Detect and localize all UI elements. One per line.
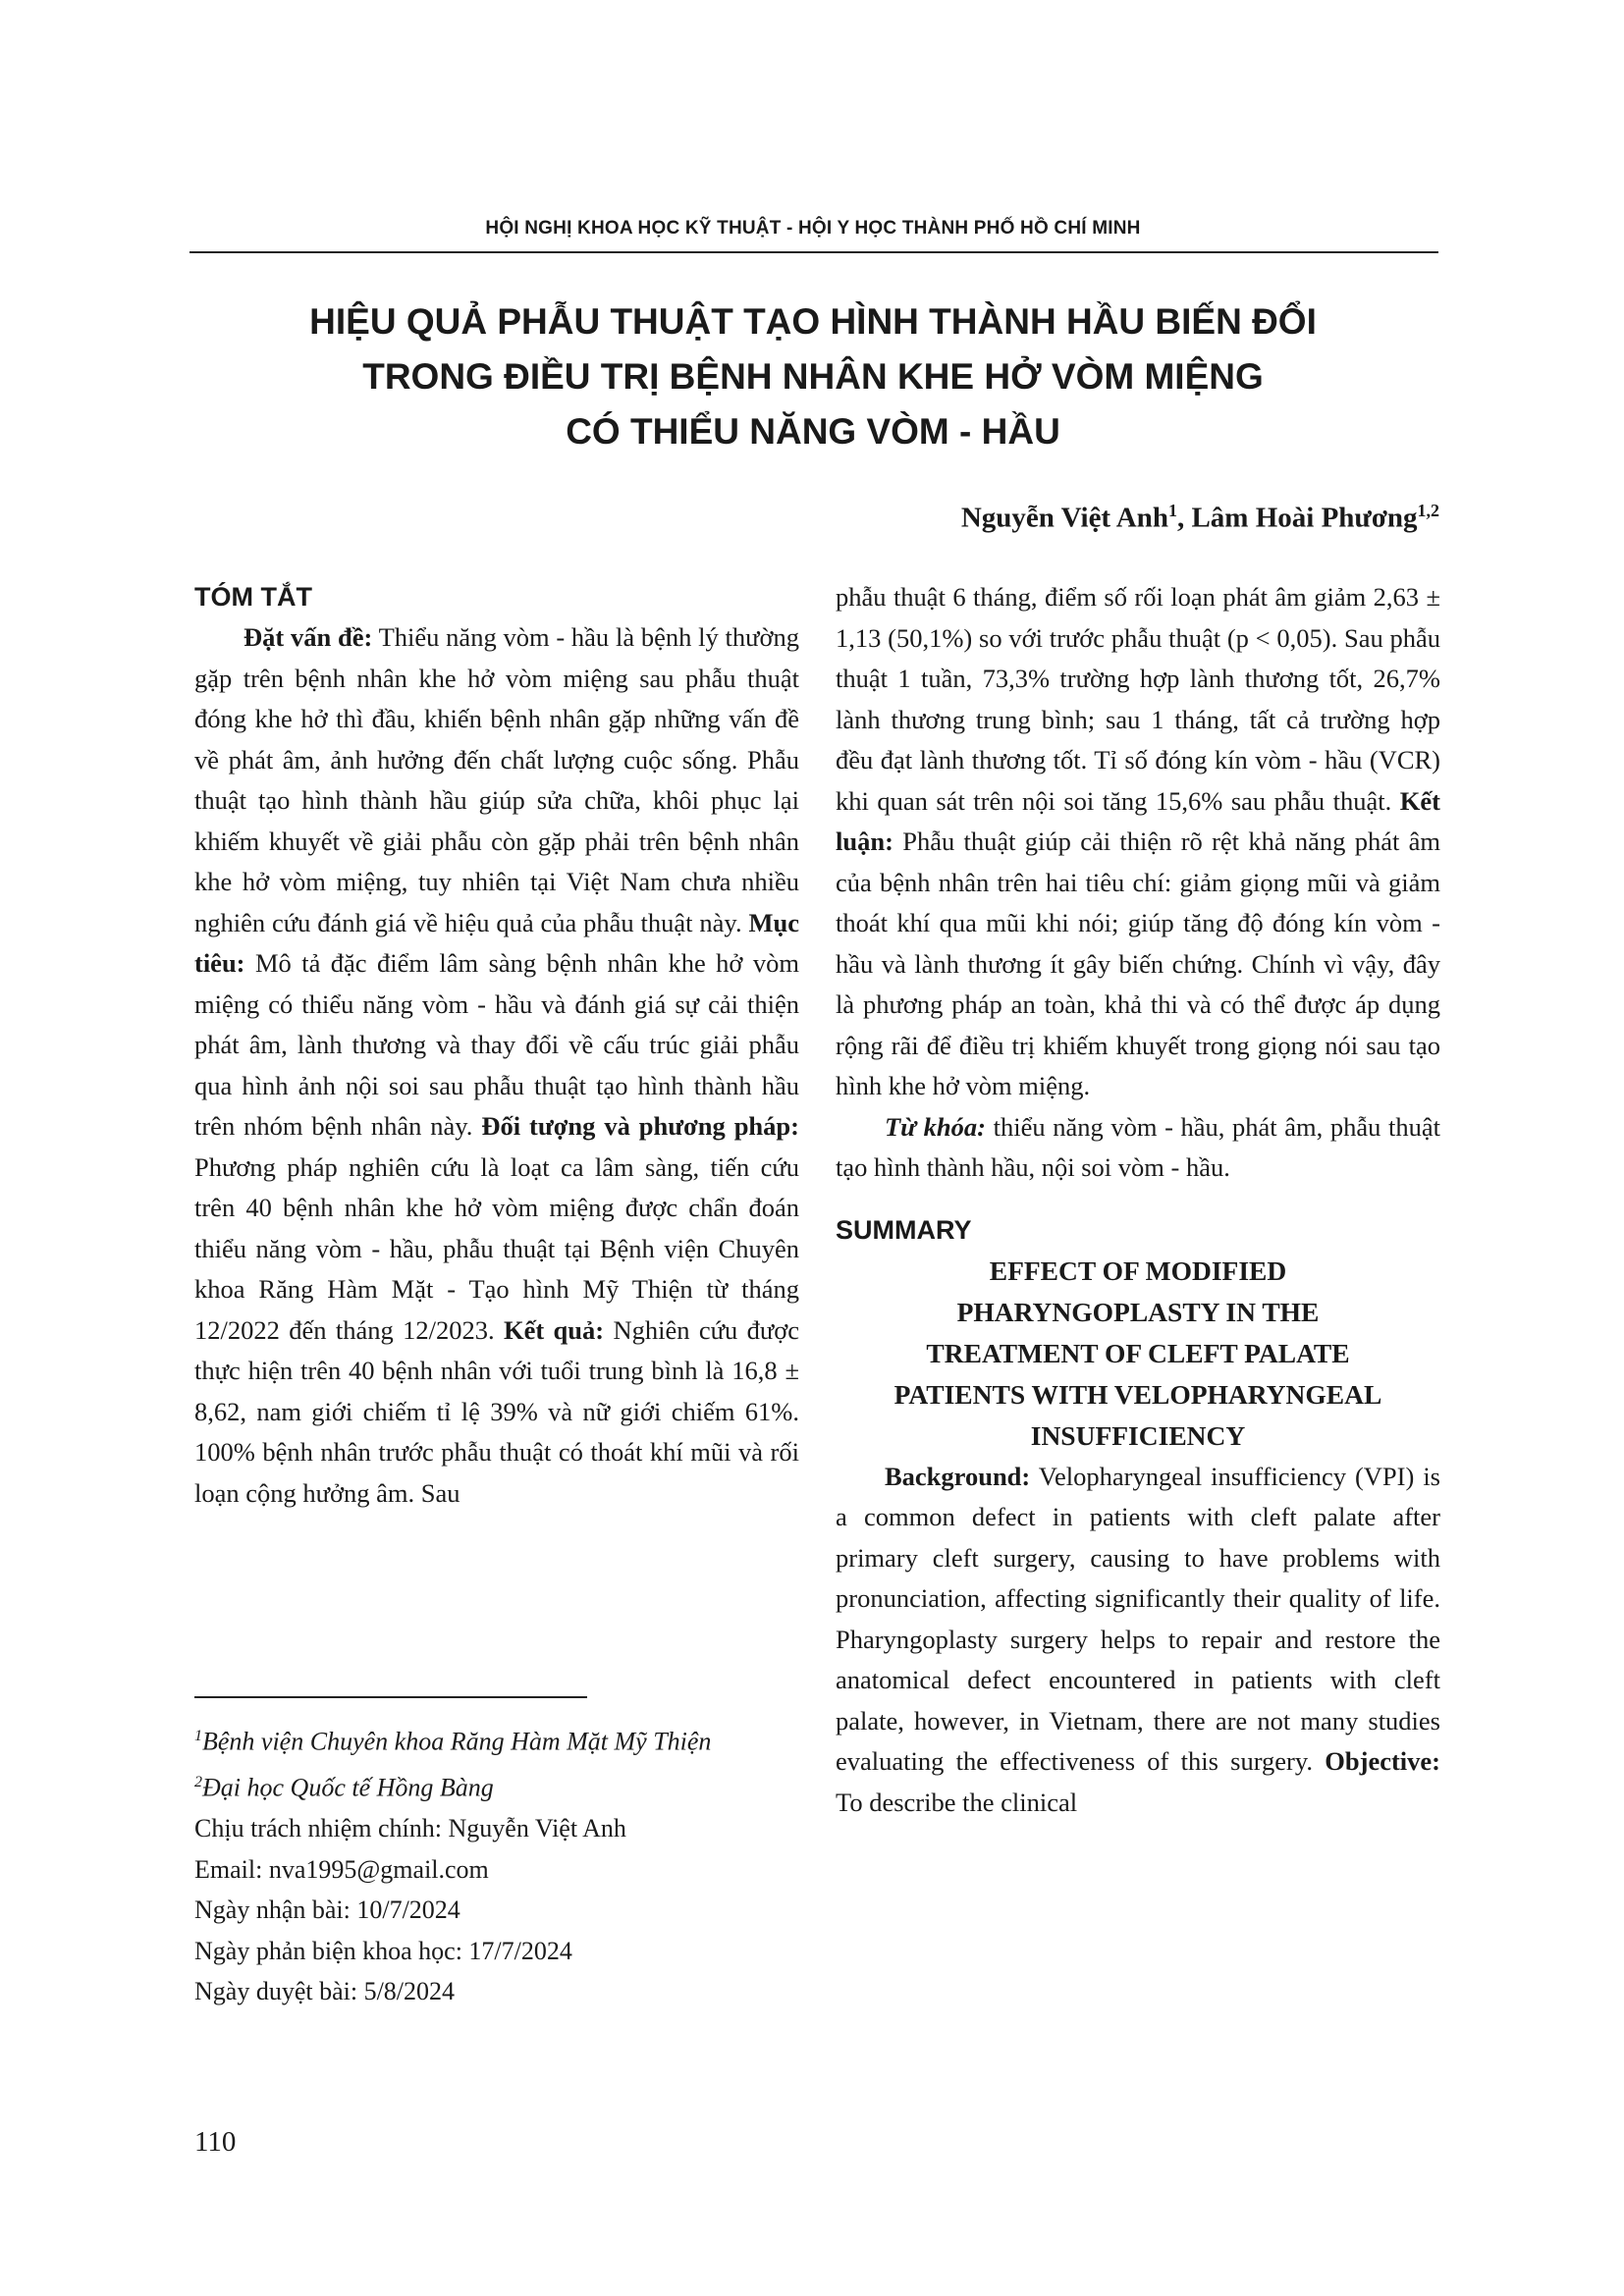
abstract-vi-paragraph xyxy=(194,617,799,1514)
english-title xyxy=(836,1251,1440,1457)
keywords-paragraph xyxy=(836,1107,1440,1189)
conclusion-text: Phẫu thuật giúp cải thiện rõ rệt khả năng phát âm của bệnh nhân trên hai tiêu chí: giảm giọng mũi và giảm thoát khí qua mũi khi nói; giúp tăng độ đóng kín vòm - hầu và lành thương ít gây biến chứng. Chính vì vậy, đây là phương pháp an toàn, khả thi và có thể được áp dụng rộng rãi để điều trị khiếm khuyết trong giọng nói sau tạo hình khe hở vòm miệng. xyxy=(836,827,1440,1100)
english-title-line-3: TREATMENT OF CLEFT PALATE xyxy=(926,1337,1350,1368)
author-1-affiliation: 1 xyxy=(1167,501,1177,520)
en-background-text: Velopharyngeal insufficiency (VPI) is a common defect in patients with cleft palate after primary cleft surgery, causing to have problems with pronunciation, affecting significantly their quality of life. Pharyngoplasty surgery helps to repair and restore the anatomical defect encountered in patients with cleft palate, however, in Vietnam, there are not many studies evaluating the effectiveness of this surgery. xyxy=(836,1461,1440,1776)
english-title-line-1: EFFECT OF MODIFIED xyxy=(989,1255,1287,1286)
authors xyxy=(961,501,1439,535)
email: Email: nva1995@gmail.com xyxy=(194,1854,489,1884)
en-background-label: Background: xyxy=(885,1461,1031,1491)
footnotes xyxy=(194,1716,823,2012)
english-title-line-4: PATIENTS WITH VELOPHARYNGEAL xyxy=(893,1378,1382,1410)
author-separator: , xyxy=(1176,502,1192,534)
author-1: Nguyễn Việt Anh xyxy=(960,502,1168,534)
keywords-label: Từ khóa: xyxy=(885,1111,986,1142)
running-header: HỘI NGHỊ KHOA HỌC KỸ THUẬT - HỘI Y HỌC THÀNH PHỐ HỒ CHÍ MINH xyxy=(485,218,1141,239)
review-date: Ngày phản biện khoa học: 17/7/2024 xyxy=(194,1936,572,1965)
right-column xyxy=(836,577,1440,1823)
en-objective-label: Objective: xyxy=(1325,1746,1440,1776)
title-line-2: TRONG ĐIỀU TRỊ BỆNH NHÂN KHE HỞ VÒM MIỆNG xyxy=(362,356,1264,397)
methods-label: Đối tượng và phương pháp: xyxy=(481,1111,799,1141)
title-line-1: HIỆU QUẢ PHẪU THUẬT TẠO HÌNH THÀNH HẦU BIẾN ĐỔI xyxy=(309,301,1317,342)
english-title-line-2: PHARYNGOPLASTY IN THE xyxy=(956,1296,1320,1327)
page-number: 110 xyxy=(194,2126,237,2158)
title-line-3: CÓ THIỂU NĂNG VÒM - HẦU xyxy=(566,411,1060,452)
results-continued-text: phẫu thuật 6 tháng, điểm số rối loạn phát âm giảm 2,63 ± 1,13 (50,1%) so với trước phẫu thuật (p < 0,05). Sau phẫu thuật 1 tuần, 73,3% trường hợp lành thương tốt, 26,7% lành thương trung bình; sau 1 tháng, tất cả trường hợp đều đạt lành thương tốt. Tỉ số đóng kín vòm - hầu (VCR) khi quan sát trên nội soi tăng 15,6% sau phẫu thuật. xyxy=(836,582,1440,816)
english-title-line-5: INSUFFICIENCY xyxy=(1030,1419,1246,1451)
background-text: Thiểu năng vòm - hầu là bệnh lý thường gặp trên bệnh nhân khe hở vòm miệng sau phẫu thuật đóng khe hở thì đầu, khiến bệnh nhân gặp những vấn đề về phát âm, ảnh hưởng đến chất lượng cuộc sống. Phẫu thuật tạo hình thành hầu giúp sửa chữa, khôi phục lại khiếm khuyết về giải phẫu còn gặp phải trên bệnh nhân khe hở vòm miệng, tuy nhiên tại Việt Nam chưa nhiều nghiên cứu đánh giá về hiệu quả của phẫu thuật này. xyxy=(194,622,799,937)
responsible-author: Chịu trách nhiệm chính: Nguyễn Việt Anh xyxy=(194,1814,626,1843)
article-title xyxy=(189,294,1436,459)
abstract-vi-continuation xyxy=(836,577,1440,1107)
affiliation-1: $^1$Bệnh viện Chuyên khoa Răng Hàm Mặt Mỹ Thiện xyxy=(194,1727,712,1756)
abstract-heading: TÓM TẮT xyxy=(194,582,312,612)
results-label: Kết quả: xyxy=(503,1314,605,1345)
keywords-text: thiểu năng vòm - hầu, phát âm, phẫu thuật tạo hình thành hầu, nội soi vòm - hầu. xyxy=(836,1111,1440,1182)
en-objective-text: To describe the clinical xyxy=(836,1787,1078,1817)
author-2-affiliation: 1,2 xyxy=(1417,501,1439,520)
summary-heading: SUMMARY xyxy=(836,1214,972,1245)
background-label: Đặt vấn đề: xyxy=(244,622,373,652)
objective-text: Mô tả đặc điểm lâm sàng bệnh nhân khe hở vòm miệng có thiểu năng vòm - hầu và đánh giá sự cải thiện phát âm, lành thương và thay đổi về cấu trúc giải phẫu qua hình ảnh nội soi sau phẫu thuật tạo hình thành hầu trên nhóm bệnh nhân này. xyxy=(194,948,799,1141)
author-2: Lâm Hoài Phương xyxy=(1191,502,1418,534)
footnote-rule xyxy=(194,1696,587,1698)
summary-paragraph xyxy=(836,1457,1440,1824)
header-rule xyxy=(189,251,1438,253)
methods-text: Phương pháp nghiên cứu là loạt ca lâm sàng, tiến cứu trên 40 bệnh nhân khe hở vòm miệng được chẩn đoán thiểu năng vòm - hầu, phẫu thuật tại Bệnh viện Chuyên khoa Răng Hàm Mặt - Tạo hình Mỹ Thiện từ tháng 12/2022 đến tháng 12/2023. xyxy=(194,1151,799,1345)
left-column xyxy=(194,577,799,1514)
affiliation-2: $^2$Đại học Quốc tế Hồng Bàng xyxy=(194,1773,494,1802)
conclusion-label: Kết luận: xyxy=(836,785,1440,856)
accepted-date: Ngày duyệt bài: 5/8/2024 xyxy=(194,1977,456,2006)
results-text: Nghiên cứu được thực hiện trên 40 bệnh nhân với tuổi trung bình là 16,8 ± 8,62, nam giới chiếm tỉ lệ 39% và nữ giới chiếm 61%. 100% bệnh nhân trước phẫu thuật có thoát khí mũi và rối loạn cộng hưởng âm. Sau xyxy=(194,1314,799,1508)
objective-label: Mục tiêu: xyxy=(194,907,799,978)
received-date: Ngày nhận bài: 10/7/2024 xyxy=(194,1896,460,1925)
